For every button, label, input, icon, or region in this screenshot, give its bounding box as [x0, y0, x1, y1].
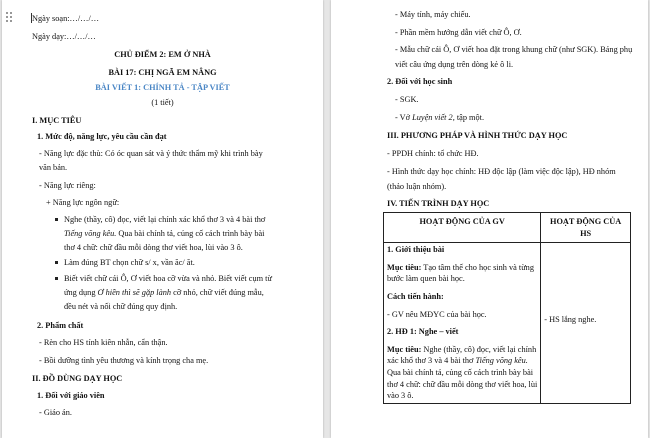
howto-label: Cách tiến hành:: [387, 291, 444, 301]
move-handle-icon[interactable]: [6, 12, 14, 22]
paragraph-patience: - Rèn cho HS tính kiên nhẫn, cẩn thận.: [39, 338, 168, 347]
material-letter-samples: - Mẫu chữ cái Ô, Ơ viết hoa đặt trong khung chữ (như SGK). Bảng phụ: [395, 45, 633, 54]
date-taught[interactable]: Ngày dạy:…/…/…: [32, 32, 96, 41]
activity-table: [383, 212, 631, 404]
paragraph-own-competency: - Năng lực riêng:: [39, 181, 96, 190]
intro-title: 1. Giới thiệu bài: [387, 245, 445, 255]
bullet-icon: [55, 218, 58, 221]
bullet-icon: [55, 261, 58, 264]
lesson-subtitle: BÀI VIẾT 1: CHÍNH TẢ - TẬP VIẾT: [95, 83, 230, 92]
paragraph-lesson-plan: - Giáo án.: [39, 408, 72, 417]
subsection-teacher: 1. Đối với giáo viên: [37, 391, 105, 400]
student-textbook: - SGK.: [395, 95, 419, 104]
topic-heading: CHỦ ĐIỂM 2: EM Ở NHÀ: [114, 50, 211, 59]
section-procedure: IV. TIẾN TRÌNH DẠY HỌC: [387, 199, 490, 208]
bullet-item-exercise: Làm đúng BT chọn chữ s/ x, vần ăc/ ăt.: [64, 258, 195, 267]
paragraph-love: - Bồi dưỡng tình yêu thương và kính trọng cha mẹ.: [39, 356, 209, 365]
document-page-right: - Máy tính, máy chiếu. - Phần mềm hướng dẫn viết chữ Ô, Ơ. - Mẫu chữ cái Ô, Ơ viết hoa đặt trong khung chữ (như SGK). Bảng phụ viết câu ứng dụng trên dòng kẻ ô li. 2. Đối với học sinh - SGK. - Vở Luyện viết 2, tập một. III. PHƯƠNG PHÁP VÀ HÌNH THỨC DẠY HỌC - PPDH chính: tổ chức HĐ. - Hình thức dạy học chính: HĐ độc lập (làm việc độc lập), HĐ nhóm (thảo luận nhóm). IV. TIẾN TRÌNH DẠY HỌC HOẠT ĐỘNG CỦA GV HOẠT ĐỘNG CỦA HS 1. Giới thiệu bài Mục tiêu: Tạo tâm thế cho học sinh và từng bước làm quen bài học. Cách tiến hành: - GV nêu MĐYC của bài học. 2. HĐ 1: Nghe – viết Mục tiêu: Nghe (thầy, cô) đọc, viết lại chính xác khổ thơ 3 và 4 bài thơ Tiếng võng kêu. Qua bài chính tả, củng cố cách trình bày bài thơ 4 chữ: chữ đầu mỗi dòng thơ viết hoa, lùi vào 3 ô. - HS lắng nghe.: [331, 0, 648, 438]
section-objectives: I. MỤC TIÊU: [32, 116, 82, 125]
bullet-item-listen-write: Nghe (thầy, cô) đọc, viết lại chính xác khổ thơ 3 và 4 bài thơ: [64, 215, 266, 224]
bullet-icon: [55, 277, 58, 280]
activity-1-title: 2. HĐ 1: Nghe – viết: [387, 327, 459, 337]
student-listen: - HS lắng nghe.: [544, 315, 597, 325]
method-main: - PPDH chính: tổ chức HĐ.: [387, 149, 479, 158]
student-activity-cell: [541, 243, 631, 404]
subsection-students: 2. Đối với học sinh: [387, 77, 453, 86]
teacher-activity-cell: 1. Giới thiệu bài Mục tiêu: Tạo tâm thế cho học sinh và từng bước làm quen bài học. Cách tiến hành: - GV nêu MĐYC của bài học. 2. HĐ 1: Nghe – viết Mục tiêu: Nghe (thầy, cô) đọc, viết lại chính xác khổ thơ 3 và 4 bài thơ Tiếng võng kêu. Qua bài chính tả, củng cố cách trình bày bài thơ 4 chữ: chữ đầu mỗi dòng thơ viết hoa, lùi vào 3 ô.: [384, 243, 541, 404]
method-forms: - Hình thức dạy học chính: HĐ độc lập (làm việc độc lập), HĐ nhóm: [387, 167, 616, 176]
date-prepared[interactable]: Ngày soạn:…/…/…: [32, 14, 100, 23]
subsection-competencies: 1. Mức độ, năng lực, yêu cầu cần đạt: [37, 132, 167, 141]
paragraph-language-competency: + Năng lực ngôn ngữ:: [46, 198, 120, 207]
lesson-heading: BÀI 17: CHỊ NGÃ EM NÂNG: [108, 68, 217, 77]
subsection-qualities: 2. Phẩm chất: [37, 321, 84, 330]
student-notebook: - Vở Luyện viết 2, tập một.: [395, 113, 485, 122]
bullet-item-handwriting: Biết viết chữ cái Ô, Ơ viết hoa cỡ vừa và nhỏ. Biết viết cụm từ: [64, 274, 272, 283]
table-row: [384, 243, 631, 404]
table-header-student: HOẠT ĐỘNG CỦA HS: [541, 213, 631, 243]
document-page-left: Ngày soạn:…/…/… Ngày dạy:…/…/… CHỦ ĐIỂM 2: EM Ở NHÀ BÀI 17: CHỊ NGÃ EM NÂNG BÀI VIẾT 1: CHÍNH TẢ - TẬP VIẾT (1 tiết) I. MỤC TIÊU 1. Mức độ, năng lực, yêu cầu cần đạt - Năng lực đặc thù: Có óc quan sát và ý thức thẩm mỹ khi trình bày văn bản. - Năng lực riêng: + Năng lực ngôn ngữ: Nghe (thầy, cô) đọc, viết lại chính xác khổ thơ 3 và 4 bài thơ Tiếng võng kêu. Qua bài chính tả, củng cố cách trình bày bài thơ 4 chữ: chữ đầu mỗi dòng thơ viết hoa, lùi vào 3 ô. Làm đúng BT chọn chữ s/ x, vần ăc/ ăt. Biết viết chữ cái Ô, Ơ viết hoa cỡ vừa và nhỏ. Biết viết cụm từ ứng dụng Ơ hiền thì sẽ gặp lành cỡ nhỏ, chữ viết đúng mẫu, đều nét và nối chữ đúng quy định. 2. Phẩm chất - Rèn cho HS tính kiên nhẫn, cẩn thận. - Bồi dưỡng tình yêu thương và kính trọng cha mẹ. II. ĐỒ DÙNG DẠY HỌC 1. Đối với giáo viên - Giáo án.: [2, 0, 323, 438]
paragraph-specific-competency: - Năng lực đặc thù: Có óc quan sát và ý thức thẩm mỹ khi trình bày: [39, 149, 263, 158]
material-software: - Phần mềm hướng dẫn viết chữ Ô, Ơ.: [395, 28, 522, 37]
section-methods: III. PHƯƠNG PHÁP VÀ HÌNH THỨC DẠY HỌC: [387, 131, 568, 140]
section-materials: II. ĐỒ DÙNG DẠY HỌC: [32, 374, 123, 383]
table-header-teacher: HOẠT ĐỘNG CỦA GV: [384, 213, 541, 243]
material-computer: - Máy tính, máy chiếu.: [395, 10, 471, 19]
lesson-duration: (1 tiết): [151, 98, 174, 107]
